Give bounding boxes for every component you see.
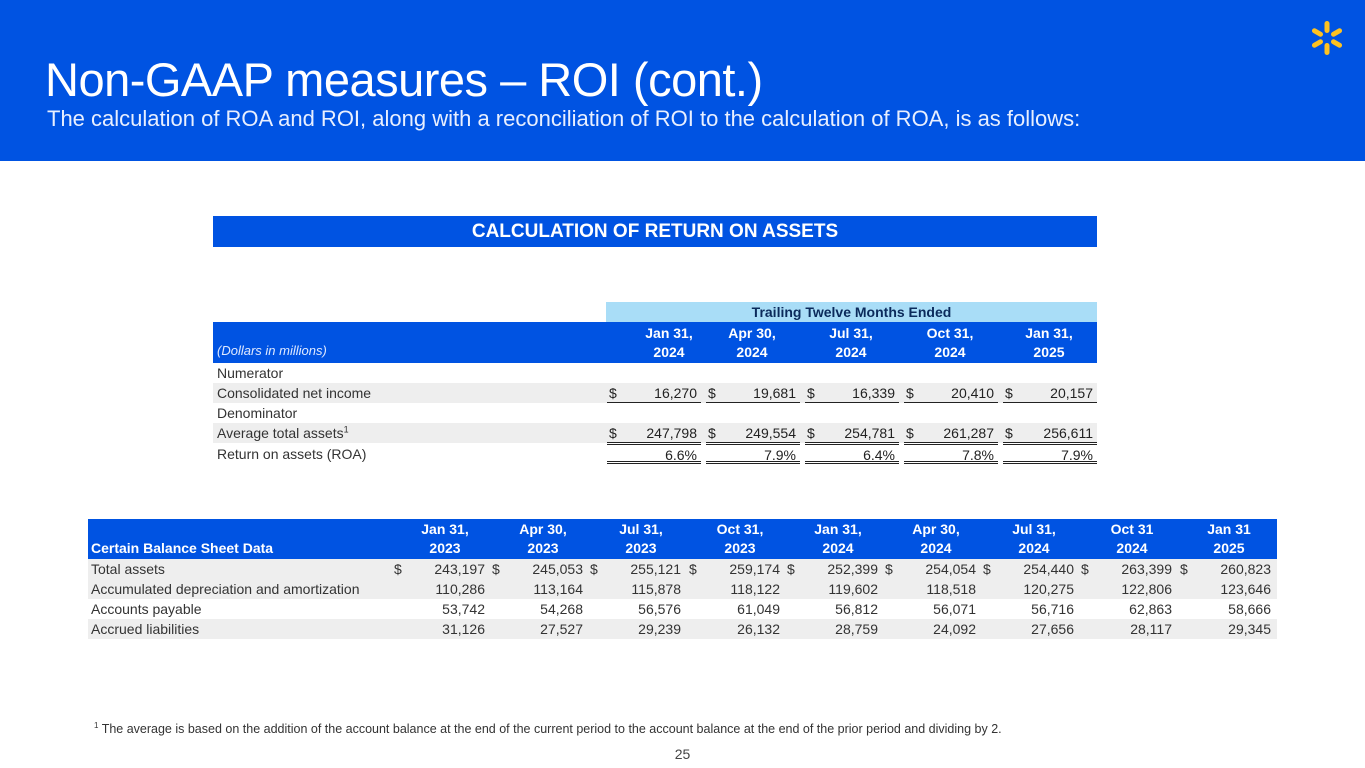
roa-cell: 6.4% [805,444,899,464]
table-cell: 28,117 [1130,621,1172,637]
table-cell: 120,275 [1023,581,1074,597]
table-cell: $ 243,197 [394,561,485,577]
net-income-row: Consolidated net income $ 16,270 $ 19,681 $ 16,339 $ 20,410 $ 20,157 [213,383,1097,403]
balance-sheet-title: Certain Balance Sheet Data [91,540,274,556]
table-cell: 61,049 [737,601,780,617]
roa-cell: 7.9% [1003,444,1097,464]
units-label: (Dollars in millions) [217,343,327,358]
roa-section-title: CALCULATION OF RETURN ON ASSETS [213,216,1097,247]
bs-column-header: Oct 31, 2023 [716,521,764,556]
footnote-mark: 1 [343,424,349,435]
net-income-cell: $ 20,410 [904,383,998,403]
table-cell: 113,164 [533,581,583,597]
table-cell: 29,239 [638,621,681,637]
bs-column-header: Oct 31 2024 [1110,521,1154,556]
table-cell: $ 252,399 [787,561,878,577]
net-income-cell: $ 16,270 [607,383,701,403]
bs-column-header: Jan 31, 2023 [421,521,469,556]
table-cell: 118,518 [926,581,976,597]
balance-sheet-header-row [88,519,1277,559]
roa-column-header: Jul 31, 2024 [829,325,873,360]
roa-column-header: Apr 30, 2024 [728,325,776,360]
roa-column-header: Oct 31, 2024 [926,325,974,360]
roa-cell: 7.8% [904,444,998,464]
bs-column-header: Apr 30, 2023 [519,521,567,556]
avg-assets-cell: $ 261,287 [904,423,998,443]
table-cell: 56,071 [933,601,976,617]
table-cell: 115,878 [631,581,681,597]
table-cell: $ 260,823 [1180,561,1271,577]
bs-column-header: Jan 31, 2024 [814,521,862,556]
net-income-cell: $ 20,157 [1003,383,1097,403]
numerator-row [213,363,1097,383]
table-row: Accrued liabilities 31,126 27,527 29,239 26,132 28,759 24,092 27,656 28,117 29,345 [88,619,1277,639]
page-subtitle: The calculation of ROA and ROI, along with a reconciliation of ROI to the calculation of ROA, is as follows: [47,106,1081,131]
table-cell: 27,656 [1031,621,1074,637]
table-cell: $ 254,054 [885,561,976,577]
table-cell: $ 259,174 [689,561,780,577]
table-cell: 62,863 [1129,601,1172,617]
avg-assets-cell: $ 249,554 [706,423,800,443]
roa-cell: 6.6% [607,444,701,464]
roa-cell: 7.9% [706,444,800,464]
avg-assets-cell: $ 254,781 [805,423,899,443]
bs-column-header: Apr 30, 2024 [912,521,960,556]
net-income-cell: $ 16,339 [805,383,899,403]
table-cell: 110,286 [435,581,485,597]
numerator-label: Numerator [217,365,284,381]
spark-icon [1309,20,1345,56]
net-income-cell: $ 19,681 [706,383,800,403]
roa-row: Return on assets (ROA) 6.6% 7.9% 6.4% 7.8% 7.9% [213,444,1097,464]
table-row: Accounts payable 53,742 54,268 56,576 61,049 56,812 56,071 56,716 62,863 58,666 [91,601,1271,617]
ttm-header: Trailing Twelve Months Ended [606,302,1097,322]
avg-assets-cell: $ 247,798 [607,423,701,443]
table-cell: 123,646 [1220,581,1271,597]
table-cell: 118,122 [730,581,780,597]
table-cell: $ 263,399 [1081,561,1172,577]
denominator-label: Denominator [217,405,298,421]
roa-column-header: Jan 31, 2025 [1025,325,1073,360]
table-cell: 119,602 [828,581,878,597]
bs-column-header: Jan 31 2025 [1207,521,1251,556]
table-cell: $ 255,121 [590,561,681,577]
table-cell: 53,742 [442,601,485,617]
bs-column-header: Jul 31, 2024 [1012,521,1056,556]
table-cell: 58,666 [1228,601,1271,617]
table-cell: 27,527 [540,621,583,637]
table-row: Total assets $ 243,197 $ 245,053 $ 255,121 $ 259,174 $ 252,399 $ 254,054 $ 254,440 $ 263,399 $ 260,823 [88,559,1277,579]
table-cell: 56,716 [1031,601,1074,617]
footnote-mark: 1 [94,720,99,730]
page-number: 25 [674,746,691,762]
table-cell: 56,576 [638,601,681,617]
header-banner [0,0,1365,161]
table-row: Accumulated depreciation and amortization 110,286 113,164 115,878 118,122 119,602 118,518 120,275 122,806 123,646 [88,579,1277,599]
table-cell: $ 245,053 [492,561,583,577]
roa-column-header: Jan 31, 2024 [645,325,693,360]
table-cell: 29,345 [1228,621,1271,637]
table-cell: 28,759 [835,621,878,637]
footnote: $^1$ The average is based on the addition of the account balance at the end of the current period to the account balance at the end of the prior period and dividing by 2. [94,720,1002,736]
table-cell: 54,268 [540,601,583,617]
table-cell: 122,806 [1121,581,1172,597]
avg-assets-row: Average total assets$^1$ $ 247,798 $ 249,554 $ 254,781 $ 261,287 $ 256,611 [213,423,1097,443]
table-cell: 56,812 [835,601,878,617]
bs-column-header: Jul 31, 2023 [619,521,663,556]
table-cell: 26,132 [737,621,780,637]
table-cell: $ 254,440 [983,561,1074,577]
denominator-row [213,403,1097,423]
avg-assets-cell: $ 256,611 [1003,423,1097,443]
roa-header-row [213,322,1097,363]
table-cell: 31,126 [442,621,485,637]
table-cell: 24,092 [933,621,976,637]
page-title: Non-GAAP measures – ROI (cont.) [45,53,763,106]
